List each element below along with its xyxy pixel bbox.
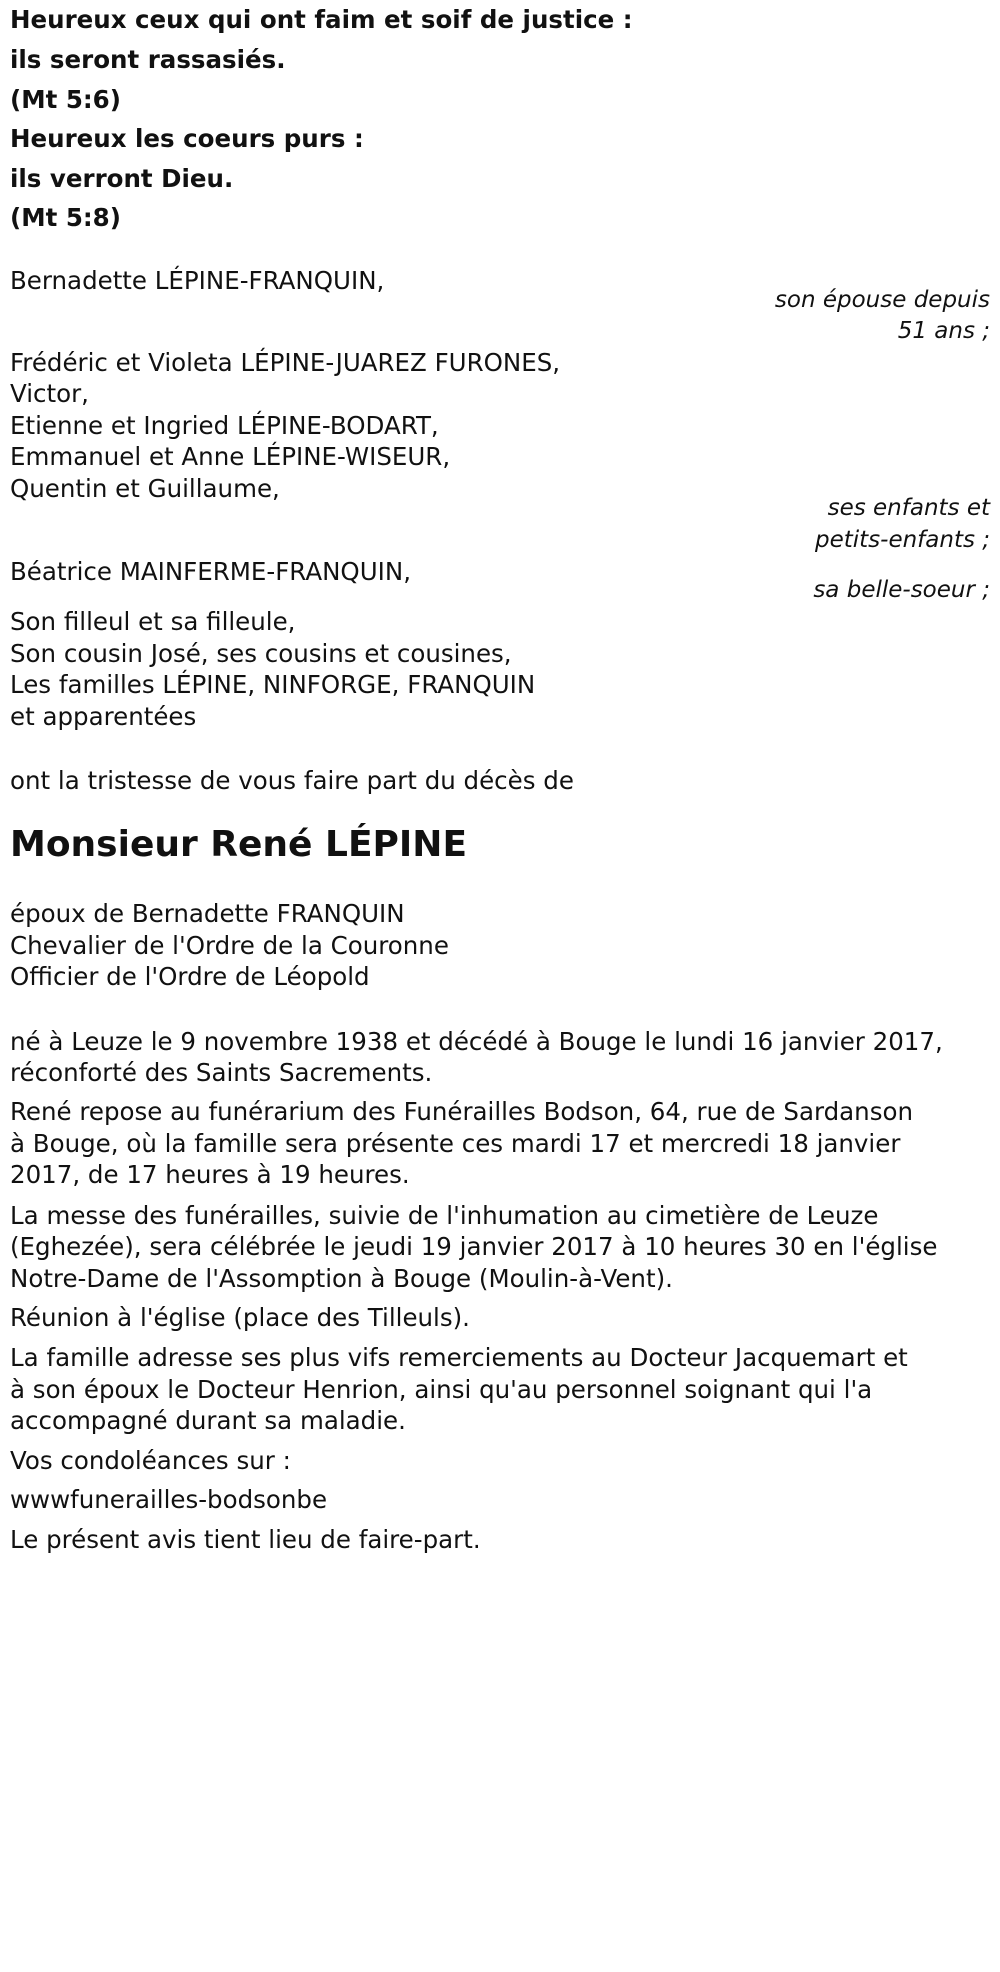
mass-line-3: Notre-Dame de l'Assomption à Bouge (Moulin-à-Vent). — [10, 1264, 673, 1293]
verse-line-4: ils verront Dieu. — [10, 164, 234, 193]
verse-line-2: ils seront rassasiés. — [10, 45, 286, 74]
child-line-2: Victor, — [10, 379, 89, 408]
relatives-line-1: Son filleul et sa filleule, — [10, 607, 296, 636]
relatives-line-3: Les familles LÉPINE, NINFORGE, FRANQUIN — [10, 670, 536, 699]
title-line-3: Officier de l'Ordre de Léopold — [10, 962, 370, 991]
sister-in-law-name: Béatrice MAINFERME-FRANQUIN, — [10, 557, 411, 586]
mass-line-2: (Eghezée), sera célébrée le jeudi 19 janvier 2017 à 10 heures 30 en l'église — [10, 1232, 938, 1261]
condolences-website: wwwfunerailles-bodsonbe — [10, 1485, 328, 1514]
verse-line-1: Heureux ceux qui ont faim et soif de justice : — [10, 5, 633, 34]
condolences-label: Vos condoléances sur : — [10, 1446, 291, 1475]
relatives-line-4: et apparentées — [10, 702, 197, 731]
closing-line: Le présent avis tient lieu de faire-part. — [10, 1525, 481, 1554]
title-line-2: Chevalier de l'Ordre de la Couronne — [10, 931, 449, 960]
verse-reference-1: (Mt 5:6) — [10, 85, 121, 114]
birth-death-line-2: réconforté des Saints Sacrements. — [10, 1058, 433, 1087]
children-relation-1: ses enfants et — [827, 495, 990, 521]
thanks-line-2: à son époux le Docteur Henrion, ainsi qu'au personnel soignant qui l'a — [10, 1375, 873, 1404]
mass-line-1: La messe des funérailles, suivie de l'inhumation au cimetière de Leuze — [10, 1201, 879, 1230]
spouse-relation-1: son épouse depuis — [774, 287, 990, 313]
meeting-line: Réunion à l'église (place des Tilleuls). — [10, 1303, 470, 1332]
child-line-1: Frédéric et Violeta LÉPINE-JUAREZ FURONES, — [10, 348, 561, 377]
verse-line-3: Heureux les coeurs purs : — [10, 124, 364, 153]
funerarium-line-2: à Bouge, où la famille sera présente ces mardi 17 et mercredi 18 janvier — [10, 1129, 901, 1158]
thanks-line-3: accompagné durant sa maladie. — [10, 1406, 406, 1435]
spouse-relation-2: 51 ans ; — [897, 318, 990, 344]
thanks-line-1: La famille adresse ses plus vifs remerciements au Docteur Jacquemart et — [10, 1343, 908, 1372]
sister-in-law-relation: sa belle-soeur ; — [813, 577, 990, 603]
child-line-4: Emmanuel et Anne LÉPINE-WISEUR, — [10, 442, 451, 471]
relatives-line-2: Son cousin José, ses cousins et cousines, — [10, 639, 512, 668]
announcement-text: ont la tristesse de vous faire part du décès de — [10, 766, 574, 795]
deceased-name: Monsieur René LÉPINE — [10, 824, 468, 865]
child-line-3: Etienne et Ingried LÉPINE-BODART, — [10, 411, 439, 440]
funerarium-line-1: René repose au funérarium des Funérailles Bodson, 64, rue de Sardanson — [10, 1097, 913, 1126]
children-relation-2: petits-enfants ; — [814, 527, 990, 553]
funerarium-line-3: 2017, de 17 heures à 19 heures. — [10, 1160, 410, 1189]
spouse-name: Bernadette LÉPINE-FRANQUIN, — [10, 266, 385, 295]
birth-death-line-1: né à Leuze le 9 novembre 1938 et décédé à Bouge le lundi 16 janvier 2017, — [10, 1027, 943, 1056]
title-line-1: époux de Bernadette FRANQUIN — [10, 899, 405, 928]
verse-reference-2: (Mt 5:8) — [10, 203, 121, 232]
child-line-5: Quentin et Guillaume, — [10, 474, 280, 503]
